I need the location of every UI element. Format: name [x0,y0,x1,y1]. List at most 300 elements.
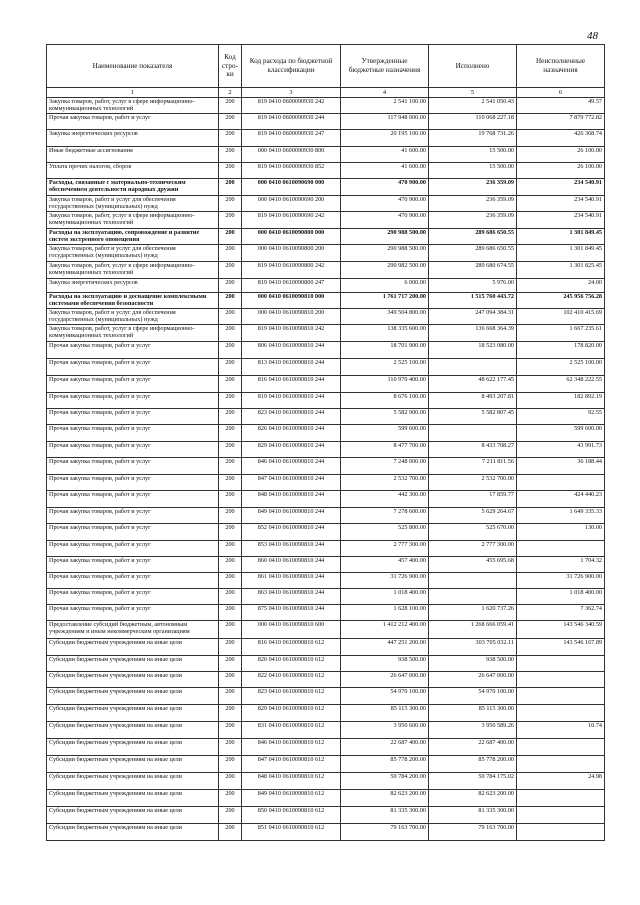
executed-amount: 5 976.00 [429,279,517,293]
approved-amount: 2 525 100.00 [341,359,429,376]
expense-code: 000 0410 0610090690 200 [242,196,341,212]
header-line-code: Код стро-ки [219,45,242,88]
executed-amount: 289 686 650.55 [429,245,517,262]
approved-amount: 85 778 200.00 [341,756,429,773]
indicator-name: Субсидии бюджетным учреждениям на иные цели [47,824,219,841]
executed-amount: 236 359.09 [429,212,517,229]
line-code: 200 [219,393,242,409]
indicator-name: Уплата прочих налогов, сборов [47,163,219,179]
expense-code: 819 0410 0600090930 244 [242,114,341,130]
indicator-name: Прочая закупка товаров, работ и услуг [47,442,219,458]
executed-amount: 289 680 674.55 [429,262,517,279]
line-code: 200 [219,541,242,557]
expense-code: 849 0410 0610090810 244 [242,508,341,524]
approved-amount: 41 600.00 [341,147,429,163]
table-row [47,114,605,130]
table-row [47,293,605,309]
approved-amount: 7 278 600.00 [341,508,429,524]
unexecuted-amount: 43 991.73 [517,442,605,458]
indicator-name: Прочая закупка товаров, работ и услуг [47,409,219,425]
indicator-name: Прочая закупка товаров, работ и услуг [47,342,219,359]
approved-amount: 54 970 100.00 [341,688,429,705]
expense-code: 822 0410 0610090810 612 [242,672,341,688]
approved-amount: 79 163 700.00 [341,824,429,841]
table-row [47,589,605,605]
unexecuted-amount [517,656,605,672]
expense-code: 853 0410 0610090810 244 [242,541,341,557]
expense-code: 000 0410 0610090810 200 [242,309,341,325]
approved-amount: 22 687 400.00 [341,739,429,756]
unexecuted-amount: 599 600.00 [517,425,605,442]
indicator-name: Иные бюджетные ассигнования [47,147,219,163]
table-body [47,98,605,841]
header-unexecuted: Неисполненные назначения [517,45,605,88]
unexecuted-amount: 1 649 335.33 [517,508,605,524]
line-code: 200 [219,359,242,376]
approved-amount: 1 412 212 400.00 [341,621,429,639]
unexecuted-amount: 1 301 849.45 [517,229,605,245]
indicator-name: Прочая закупка товаров, работ и услуг [47,393,219,409]
indicator-name: Субсидии бюджетным учреждениям на иные цели [47,790,219,807]
approved-amount: 470 900.00 [341,196,429,212]
indicator-name: Прочая закупка товаров, работ и услуг [47,541,219,557]
table-row [47,212,605,229]
unexecuted-amount: 143 546 167.89 [517,639,605,656]
unexecuted-amount: 102 410 415.69 [517,309,605,325]
unexecuted-amount [517,672,605,688]
expense-code: 000 0410 0600090930 800 [242,147,341,163]
executed-amount: 938 500.00 [429,656,517,672]
table-row [47,672,605,688]
indicator-name: Закупка товаров, работ и услуг для обеспечения государственных (муниципальных) нужд [47,245,219,262]
line-code: 200 [219,739,242,756]
indicator-name: Прочая закупка товаров, работ и услуг [47,573,219,589]
executed-amount: 85 778 200.00 [429,756,517,773]
approved-amount: 85 115 300.00 [341,705,429,722]
executed-amount: 5 582 807.45 [429,409,517,425]
executed-amount: 17 859.77 [429,491,517,508]
indicator-name: Прочая закупка товаров, работ и услуг [47,524,219,541]
indicator-name: Прочая закупка товаров, работ и услуг [47,508,219,524]
expense-code: 852 0410 0610090810 244 [242,524,341,541]
approved-amount: 938 500.00 [341,656,429,672]
expense-code: 000 0410 0610090810 000 [242,293,341,309]
indicator-name: Прочая закупка товаров, работ и услуг [47,458,219,475]
unexecuted-amount: 234 540.91 [517,212,605,229]
indicator-name: Прочая закупка товаров, работ и услуг [47,605,219,621]
indicator-name: Субсидии бюджетным учреждениям на иные цели [47,639,219,656]
column-number: 2 [219,88,242,98]
executed-amount: 5 629 264.67 [429,508,517,524]
expense-code: 819 0410 0600090930 242 [242,98,341,114]
approved-amount: 1 018 400.00 [341,589,429,605]
expense-code: 826 0410 0610090810 244 [242,425,341,442]
expense-code: 000 0410 0610090690 000 [242,179,341,196]
unexecuted-amount: 245 956 756.28 [517,293,605,309]
line-code: 200 [219,557,242,573]
unexecuted-amount [517,475,605,491]
approved-amount: 18 701 900.00 [341,342,429,359]
table-row [47,98,605,114]
line-code: 200 [219,722,242,739]
executed-amount: 2 777 300.00 [429,541,517,557]
approved-amount: 599 600.00 [341,425,429,442]
unexecuted-amount: 7 362.74 [517,605,605,621]
executed-amount: 85 115 300.00 [429,705,517,722]
table-row [47,573,605,589]
indicator-name: Субсидии бюджетным учреждениям на иные цели [47,756,219,773]
approved-amount: 2 777 300.00 [341,541,429,557]
table-row [47,621,605,639]
approved-amount: 41 600.00 [341,163,429,179]
approved-amount: 2 532 700.00 [341,475,429,491]
approved-amount: 82 623 200.00 [341,790,429,807]
approved-amount: 2 541 100.00 [341,98,429,114]
page-number: 48 [587,30,598,42]
line-code: 200 [219,790,242,807]
expense-code: 819 0410 0600090930 852 [242,163,341,179]
line-code: 200 [219,163,242,179]
line-code: 200 [219,621,242,639]
approved-amount: 81 335 300.00 [341,807,429,824]
table-row [47,325,605,342]
expense-code: 000 0410 0610090800 200 [242,245,341,262]
unexecuted-amount: 234 540.91 [517,196,605,212]
approved-amount: 110 970 400.00 [341,376,429,393]
header-indicator-name: Наименование показателя [47,45,219,88]
unexecuted-amount: 2 525 100.00 [517,359,605,376]
expense-code: 829 0410 0610090810 612 [242,705,341,722]
budget-execution-table [46,44,605,841]
table-row [47,541,605,557]
approved-amount: 457 400.00 [341,557,429,573]
line-code: 200 [219,130,242,147]
table-row [47,130,605,147]
indicator-name: Прочая закупка товаров, работ и услуг [47,376,219,393]
approved-amount: 290 982 500.00 [341,262,429,279]
expense-code: 819 0410 0610090800 247 [242,279,341,293]
executed-amount: 26 647 000.00 [429,672,517,688]
indicator-name: Субсидии бюджетным учреждениям на иные цели [47,739,219,756]
approved-amount: 470 900.00 [341,212,429,229]
executed-amount: 82 623 200.00 [429,790,517,807]
table-row [47,309,605,325]
table-row [47,557,605,573]
expense-code: 861 0410 0610090810 244 [242,573,341,589]
unexecuted-amount: 182 892.19 [517,393,605,409]
approved-amount: 1 761 717 200.00 [341,293,429,309]
approved-amount: 290 988 500.00 [341,245,429,262]
approved-amount: 5 582 900.00 [341,409,429,425]
table-row [47,656,605,672]
executed-amount: 81 335 300.00 [429,807,517,824]
line-code: 200 [219,196,242,212]
expense-code: 848 0410 0610090810 612 [242,773,341,790]
unexecuted-amount: 26 100.00 [517,163,605,179]
indicator-name: Закупка энергетических ресурсов [47,279,219,293]
executed-amount: 455 695.68 [429,557,517,573]
table-row [47,179,605,196]
approved-amount: 442 300.00 [341,491,429,508]
line-code: 200 [219,705,242,722]
indicator-name: Прочая закупка товаров, работ и услуг [47,114,219,130]
table-row [47,475,605,491]
header-approved: Утвержденные бюджетные назначения [341,45,429,88]
approved-amount: 8 676 100.00 [341,393,429,409]
approved-amount: 26 647 000.00 [341,672,429,688]
approved-amount: 6 000.00 [341,279,429,293]
indicator-name: Прочая закупка товаров, работ и услуг [47,359,219,376]
unexecuted-amount: 143 546 340.59 [517,621,605,639]
line-code: 200 [219,229,242,245]
table-row [47,279,605,293]
unexecuted-amount: 49.57 [517,98,605,114]
table-row [47,756,605,773]
table-row [47,739,605,756]
expense-code: 851 0410 0610090810 612 [242,824,341,841]
line-code: 200 [219,672,242,688]
table-row [47,409,605,425]
executed-amount: 2 532 700.00 [429,475,517,491]
line-code: 200 [219,524,242,541]
line-code: 200 [219,98,242,114]
executed-amount: 19 768 731.26 [429,130,517,147]
indicator-name: Субсидии бюджетным учреждениям на иные цели [47,705,219,722]
expense-code: 863 0410 0610090810 244 [242,589,341,605]
indicator-name: Расходы на эксплуатацию и доснащение комплексными системами обеспечения безопасности [47,293,219,309]
expense-code: 819 0410 0610090810 242 [242,325,341,342]
unexecuted-amount: 31 726 900.00 [517,573,605,589]
table-row [47,458,605,475]
table-row [47,705,605,722]
expense-code: 813 0410 0610090810 244 [242,359,341,376]
line-code: 200 [219,179,242,196]
indicator-name: Закупка товаров, работ и услуг для обеспечения государственных (муниципальных) нужд [47,196,219,212]
expense-code: 806 0410 0610090810 244 [242,342,341,359]
expense-code: 816 0410 0610090810 244 [242,376,341,393]
line-code: 200 [219,325,242,342]
table-row [47,790,605,807]
indicator-name: Субсидии бюджетным учреждениям на иные цели [47,773,219,790]
expense-code: 820 0410 0610090810 612 [242,656,341,672]
line-code: 200 [219,262,242,279]
unexecuted-amount: 1 704.32 [517,557,605,573]
table-row [47,359,605,376]
indicator-name: Прочая закупка товаров, работ и услуг [47,557,219,573]
executed-amount: 525 670.00 [429,524,517,541]
table-row [47,245,605,262]
unexecuted-amount: 234 540.91 [517,179,605,196]
executed-amount: 18 523 080.00 [429,342,517,359]
approved-amount: 349 504 800.00 [341,309,429,325]
indicator-name: Субсидии бюджетным учреждениям на иные цели [47,656,219,672]
line-code: 200 [219,807,242,824]
line-code: 200 [219,688,242,705]
line-code: 200 [219,573,242,589]
unexecuted-amount: 7 879 772.82 [517,114,605,130]
unexecuted-amount [517,541,605,557]
executed-amount: 236 359.09 [429,179,517,196]
approved-amount: 117 948 000.00 [341,114,429,130]
executed-amount: 15 500.00 [429,147,517,163]
executed-amount [429,589,517,605]
line-code: 200 [219,376,242,393]
unexecuted-amount: 24.00 [517,279,605,293]
table-row [47,639,605,656]
expense-code: 850 0410 0610090810 612 [242,807,341,824]
column-number: 6 [517,88,605,98]
column-number: 1 [47,88,219,98]
executed-amount: 8 433 708.27 [429,442,517,458]
executed-amount: 54 970 100.00 [429,688,517,705]
unexecuted-amount: 1 301 849.45 [517,245,605,262]
expense-code: 831 0410 0610090810 612 [242,722,341,739]
line-code: 200 [219,442,242,458]
table-row [47,196,605,212]
executed-amount: 247 094 384.31 [429,309,517,325]
unexecuted-amount: 1 018 400.00 [517,589,605,605]
expense-code: 829 0410 0610090810 244 [242,442,341,458]
expense-code: 860 0410 0610090810 244 [242,557,341,573]
table-row [47,773,605,790]
indicator-name: Предоставление субсидий бюджетным, автономным учреждениям и иным некоммерческим организациям [47,621,219,639]
indicator-name: Закупка товаров, работ, услуг в сфере информационно-коммуникационных технологий [47,98,219,114]
indicator-name: Закупка энергетических ресурсов [47,130,219,147]
executed-amount: 8 493 207.81 [429,393,517,409]
unexecuted-amount [517,807,605,824]
table-row [47,262,605,279]
header-executed: Исполнено [429,45,517,88]
unexecuted-amount: 130.00 [517,524,605,541]
approved-amount: 470 900.00 [341,179,429,196]
line-code: 200 [219,756,242,773]
unexecuted-amount: 36 188.44 [517,458,605,475]
indicator-name: Закупка товаров, работ, услуг в сфере информационно-коммуникационных технологий [47,262,219,279]
indicator-name: Расходы, связанные с материально-техническим обеспечением деятельности народных дружин [47,179,219,196]
approved-amount: 20 195 100.00 [341,130,429,147]
approved-amount: 138 335 600.00 [341,325,429,342]
unexecuted-amount: 26 100.00 [517,147,605,163]
line-code: 200 [219,212,242,229]
executed-amount: 48 622 177.45 [429,376,517,393]
unexecuted-amount: 10.74 [517,722,605,739]
expense-code: 846 0410 0610090810 612 [242,739,341,756]
expense-code: 000 0410 0610090810 600 [242,621,341,639]
table-row [47,605,605,621]
unexecuted-amount: 178 820.00 [517,342,605,359]
unexecuted-amount: 24.98 [517,773,605,790]
unexecuted-amount: 1 301 825.45 [517,262,605,279]
indicator-name: Прочая закупка товаров, работ и услуг [47,475,219,491]
approved-amount: 31 726 900.00 [341,573,429,589]
indicator-name: Прочая закупка товаров, работ и услуг [47,589,219,605]
expense-code: 823 0410 0610090810 612 [242,688,341,705]
expense-code: 819 0410 0610090690 242 [242,212,341,229]
expense-code: 848 0410 0610090810 244 [242,491,341,508]
unexecuted-amount [517,688,605,705]
expense-code: 846 0410 0610090810 244 [242,458,341,475]
line-code: 200 [219,773,242,790]
unexecuted-amount [517,705,605,722]
table-row [47,342,605,359]
unexecuted-amount [517,824,605,841]
approved-amount: 7 248 000.00 [341,458,429,475]
column-number: 3 [242,88,341,98]
table-row [47,442,605,458]
line-code: 200 [219,475,242,491]
executed-amount: 110 068 227.18 [429,114,517,130]
indicator-name: Субсидии бюджетным учреждениям на иные цели [47,672,219,688]
table-row [47,491,605,508]
executed-amount: 79 163 700.00 [429,824,517,841]
executed-amount: 289 686 650.55 [429,229,517,245]
table-row [47,807,605,824]
executed-amount [429,359,517,376]
table-row [47,147,605,163]
table-row [47,229,605,245]
line-code: 200 [219,245,242,262]
executed-amount: 2 541 050.43 [429,98,517,114]
expense-code: 819 0410 0610090800 242 [242,262,341,279]
expense-code: 000 0410 0610090800 000 [242,229,341,245]
executed-amount: 1 268 666 059.41 [429,621,517,639]
executed-amount [429,425,517,442]
indicator-name: Закупка товаров, работ и услуг для обеспечения государственных (муниципальных) нужд [47,309,219,325]
table-row [47,425,605,442]
table-header-row [47,45,605,88]
executed-amount: 1 515 760 443.72 [429,293,517,309]
executed-amount: 22 687 400.00 [429,739,517,756]
indicator-name: Расходы на эксплуатацию, сопровождение и развитие систем экстренного оповещения [47,229,219,245]
indicator-name: Прочая закупка товаров, работ и услуг [47,491,219,508]
line-code: 200 [219,508,242,524]
column-number-row [47,88,605,98]
unexecuted-amount [517,739,605,756]
unexecuted-amount: 62 348 222.55 [517,376,605,393]
table-row [47,393,605,409]
line-code: 200 [219,425,242,442]
line-code: 200 [219,279,242,293]
indicator-name: Субсидии бюджетным учреждениям на иные цели [47,688,219,705]
unexecuted-amount [517,790,605,807]
column-number: 4 [341,88,429,98]
expense-code: 847 0410 0610090810 244 [242,475,341,491]
unexecuted-amount: 92.55 [517,409,605,425]
unexecuted-amount: 426 368.74 [517,130,605,147]
executed-amount: 236 359.09 [429,196,517,212]
expense-code: 847 0410 0610090810 612 [242,756,341,773]
table-row [47,163,605,179]
executed-amount: 50 784 175.02 [429,773,517,790]
table-row [47,524,605,541]
approved-amount: 1 628 100.00 [341,605,429,621]
approved-amount: 50 784 200.00 [341,773,429,790]
expense-code: 875 0410 0610090810 244 [242,605,341,621]
line-code: 200 [219,409,242,425]
unexecuted-amount: 424 440.23 [517,491,605,508]
approved-amount: 290 988 500.00 [341,229,429,245]
line-code: 200 [219,293,242,309]
line-code: 200 [219,824,242,841]
column-number: 5 [429,88,517,98]
table-row [47,688,605,705]
line-code: 200 [219,342,242,359]
expense-code: 819 0410 0600090930 247 [242,130,341,147]
executed-amount: 1 620 737.26 [429,605,517,621]
expense-code: 849 0410 0610090810 612 [242,790,341,807]
approved-amount: 525 800.00 [341,524,429,541]
line-code: 200 [219,114,242,130]
